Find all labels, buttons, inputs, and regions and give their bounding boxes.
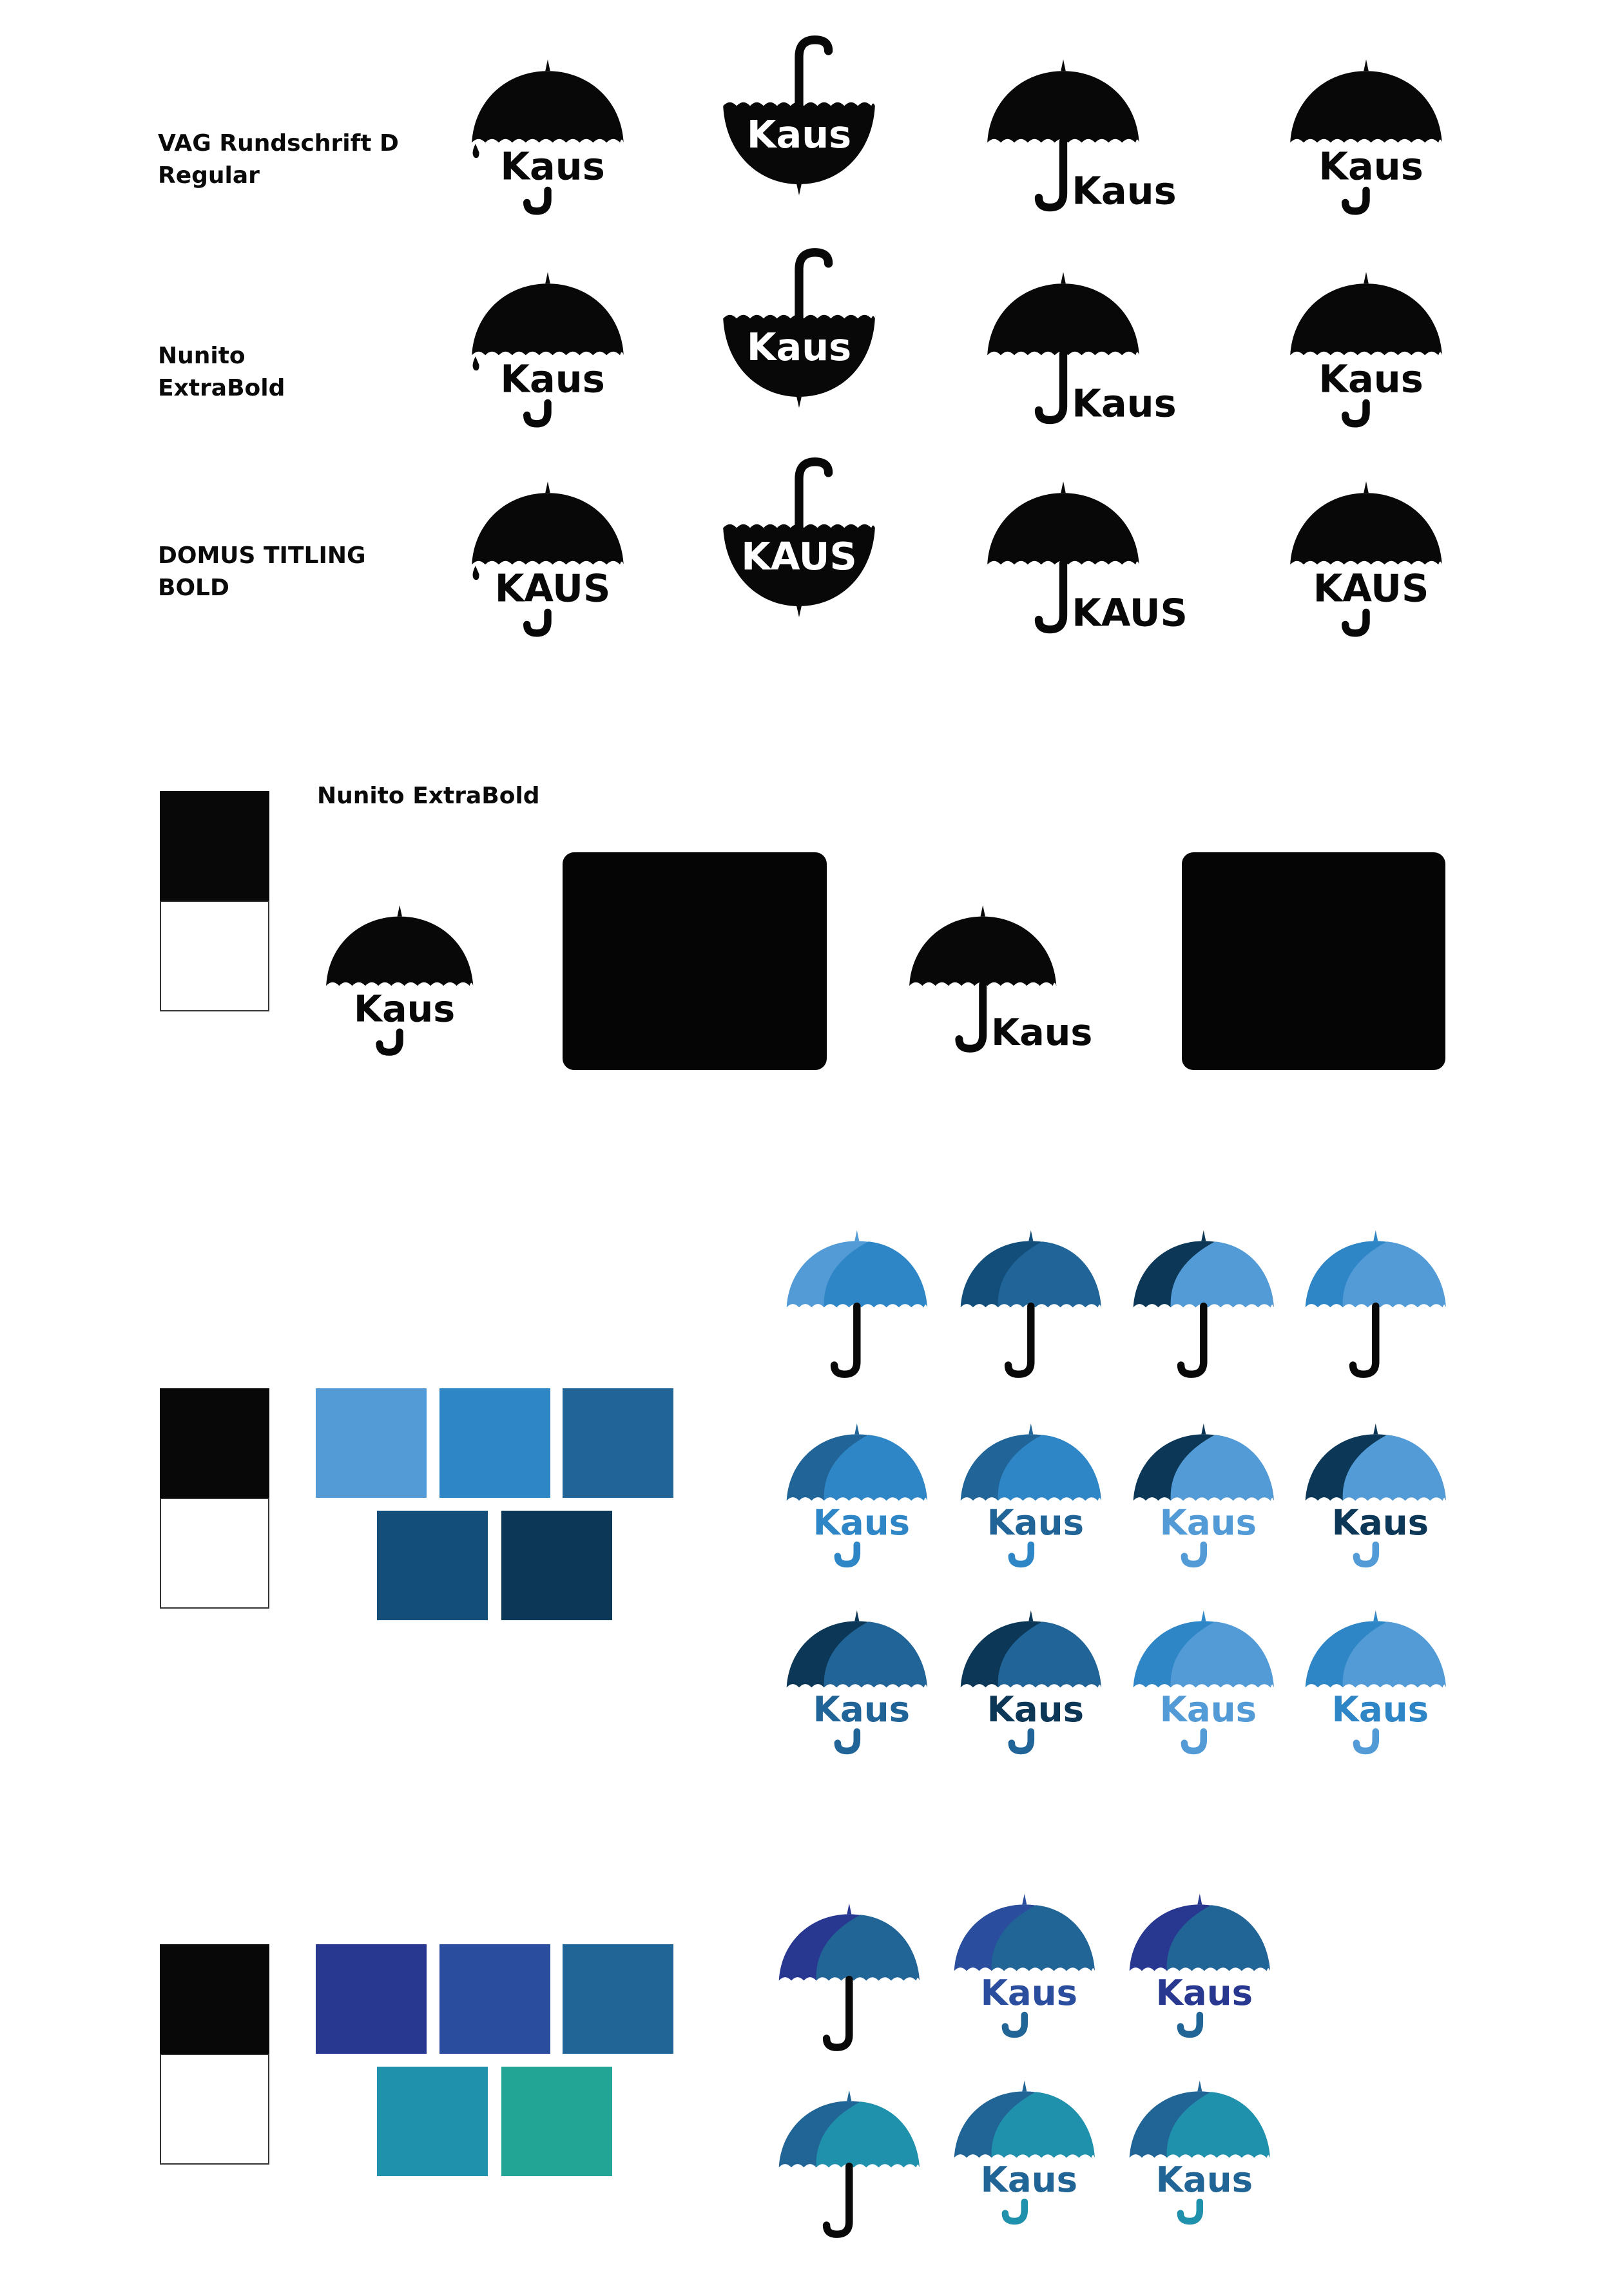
mono-logo-3-graphic [888,884,1093,1062]
logo-nunito-2-graphic [701,250,897,434]
white-swatch [160,2054,269,2165]
teal-stem-2-graphic [758,2070,940,2240]
blue-logo-a2 [940,1403,1122,1573]
logo-vag-2-graphic [701,37,897,221]
logo-vag-2-text: Kaus [746,111,852,157]
logo-nunito-3-text: Kaus [1072,380,1177,425]
blue-logo-a4-graphic [1285,1403,1467,1573]
mono-logo-1-graphic [305,884,494,1062]
logo-domus-1-text: KAUS [494,565,611,610]
blue-logo-b2-graphic [940,1590,1122,1760]
logo-vag-3-text: Kaus [1072,167,1177,213]
teal-logo-a3-text: Kaus [1155,1972,1253,2014]
logo-vag-4-graphic [1268,37,1464,221]
blue-stem-1-graphic [766,1210,948,1380]
teal-stem-2 [758,2070,940,2240]
logo-domus-4-graphic [1268,459,1464,643]
logo-domus-2 [701,459,897,643]
teal-swatch-4 [377,2067,488,2176]
blue-stem-3 [1113,1210,1295,1380]
logo-domus-4-text: KAUS [1313,565,1429,610]
logo-nunito-2 [701,250,897,434]
blue-logo-a2-text: Kaus [987,1502,1085,1544]
teal-swatch-1 [316,1944,427,2054]
blue-logo-b4-text: Kaus [1331,1689,1429,1730]
blue-logo-b1-text: Kaus [813,1689,911,1730]
blue-logo-b2-text: Kaus [987,1689,1085,1730]
logo-vag-3 [965,37,1177,221]
logo-nunito-3-graphic [965,250,1177,434]
logo-domus-3-text: KAUS [1072,589,1188,635]
teal-swatch-2 [439,1944,550,2054]
blue-logo-a2-graphic [940,1403,1122,1573]
teal-logo-a3-graphic [1109,1873,1291,2043]
blue-logo-a1-graphic [766,1403,948,1573]
font-label-domus: DOMUS TITLING BOLD [158,542,366,601]
blue-bw-swatch [160,1388,269,1607]
logo-domus-3 [965,459,1188,643]
teal-logo-b3-graphic [1109,2060,1291,2230]
teal-logo-b3 [1109,2060,1291,2230]
blue-stem-1 [766,1210,948,1380]
teal-swatch-5 [501,2067,612,2176]
black-swatch [160,1944,269,2054]
blue-swatch-2 [439,1388,550,1498]
teal-logo-b3-text: Kaus [1155,2159,1253,2201]
teal-logo-a3 [1109,1873,1291,2043]
teal-stem-1 [758,1883,940,2053]
blue-logo-a1-text: Kaus [813,1502,911,1544]
blue-stem-4 [1285,1210,1467,1380]
blue-swatch-4 [377,1511,488,1620]
logo-nunito-1 [450,250,646,434]
logo-vag-4-text: Kaus [1318,143,1423,188]
blue-logo-b3-graphic [1113,1590,1295,1760]
logo-domus-2-graphic [701,459,897,643]
blue-logo-a1 [766,1403,948,1573]
teal-logo-b2-text: Kaus [980,2159,1078,2201]
blue-logo-b3 [1113,1590,1295,1760]
white-swatch [160,1498,269,1609]
logo-domus-4 [1268,459,1464,643]
blue-logo-a4-text: Kaus [1331,1502,1429,1544]
teal-logo-a2-graphic [934,1873,1115,2043]
blue-swatch-5 [501,1511,612,1620]
blue-stem-3-graphic [1113,1210,1295,1380]
white-swatch [160,901,269,1011]
blue-logo-b4 [1285,1590,1467,1760]
logo-vag-2 [701,37,897,221]
logo-vag-3-graphic [965,37,1177,221]
logo-nunito-2-text: Kaus [746,324,852,369]
blue-logo-b4-graphic [1285,1590,1467,1760]
teal-logo-a2-text: Kaus [980,1972,1078,2014]
blue-stem-2 [940,1210,1122,1380]
teal-swatch-3 [563,1944,673,2054]
teal-stem-1-graphic [758,1883,940,2053]
blue-logo-a3-graphic [1113,1403,1295,1573]
logo-nunito-4-text: Kaus [1318,356,1423,401]
logo-domus-2-text: KAUS [741,533,857,579]
blue-logo-b2 [940,1590,1122,1760]
logo-nunito-1-graphic [450,250,646,434]
teal-logo-b2 [934,2060,1115,2230]
blue-logo-a4 [1285,1403,1467,1573]
logo-tile-1 [563,852,827,1070]
black-swatch [160,791,269,901]
blue-logo-b1 [766,1590,948,1760]
teal-logo-a2 [934,1873,1115,2043]
logo-nunito-1-text: Kaus [500,356,605,401]
logo-nunito-3 [965,250,1177,434]
mono-logo-1-text: Kaus [353,988,455,1031]
logo-vag-1-text: Kaus [500,143,605,188]
logo-nunito-4 [1268,250,1464,434]
mono-logo-1 [305,884,494,1062]
blue-swatch-1 [316,1388,427,1498]
teal-bw-swatch [160,1944,269,2163]
mono-logo-3-text: Kaus [990,1011,1093,1055]
section2-font-label: Nunito ExtraBold [317,783,540,809]
black-swatch [160,1388,269,1498]
blue-logo-a3-text: Kaus [1159,1502,1257,1544]
blue-logo-b1-graphic [766,1590,948,1760]
font-label-nunito: Nunito ExtraBold [158,343,285,401]
logo-domus-1-graphic [450,459,646,643]
teal-logo-b2-graphic [934,2060,1115,2230]
blue-logo-b3-text: Kaus [1159,1689,1257,1730]
logo-vag-1-graphic [450,37,646,221]
logo-domus-3-graphic [965,459,1188,643]
mono-swatch [160,791,269,1010]
logo-tile-2 [1182,852,1445,1070]
logo-nunito-4-graphic [1268,250,1464,434]
blue-stem-2-graphic [940,1210,1122,1380]
mono-logo-3 [888,884,1093,1062]
logo-domus-1 [450,459,646,643]
font-label-vag: VAG Rundschrift D Regular [158,130,399,189]
logo-vag-4 [1268,37,1464,221]
blue-swatch-3 [563,1388,673,1498]
blue-stem-4-graphic [1285,1210,1467,1380]
blue-logo-a3 [1113,1403,1295,1573]
logo-vag-1 [450,37,646,221]
